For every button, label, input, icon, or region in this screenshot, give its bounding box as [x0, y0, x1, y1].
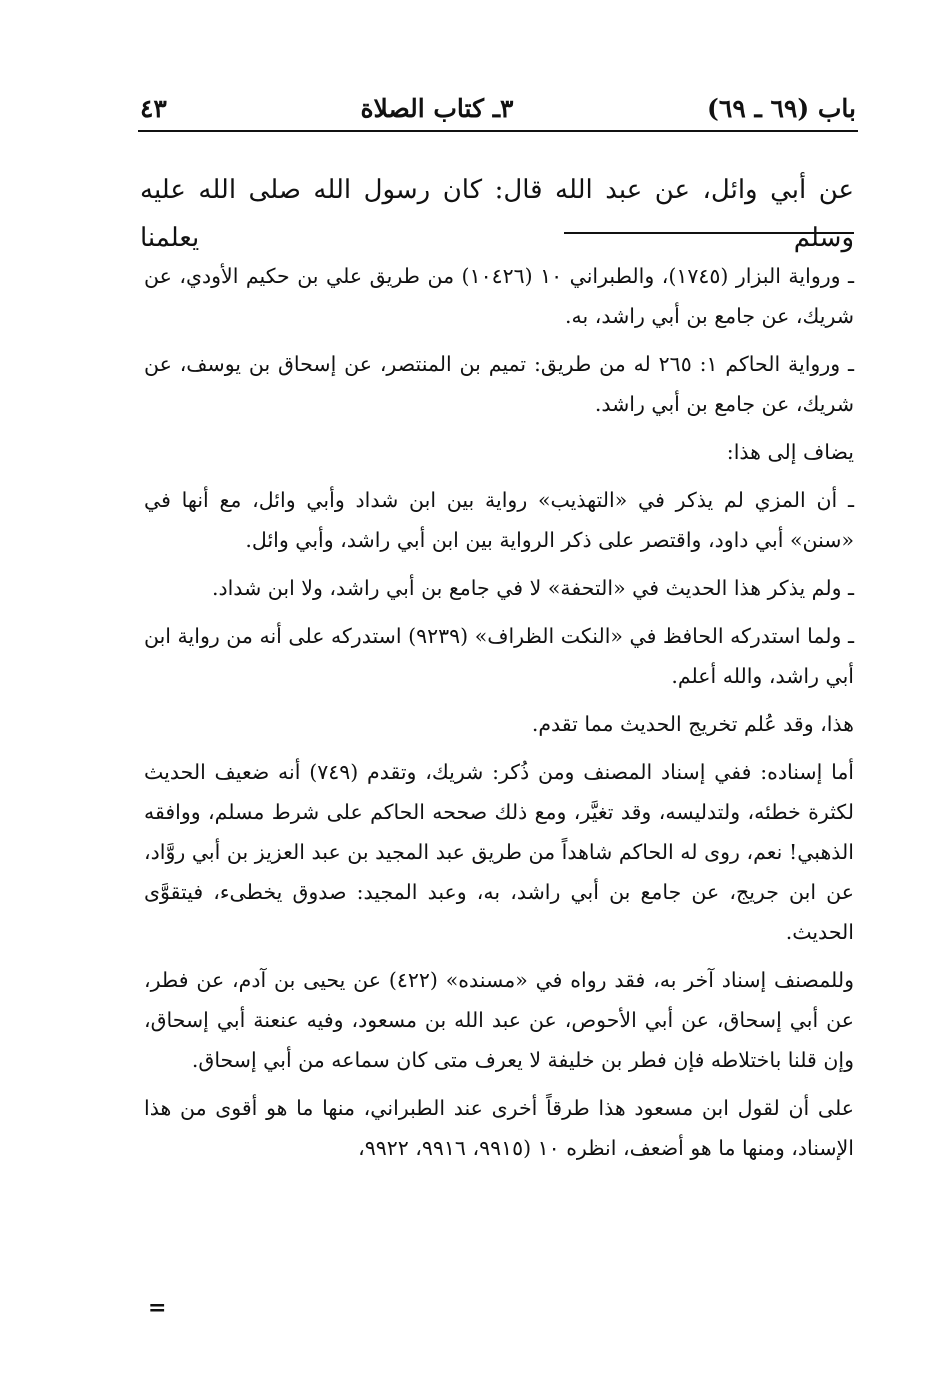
- footnote-paragraph: ـ ولم يذكر هذا الحديث في «التحفة» لا في جامع بن أبي راشد، ولا ابن شداد.: [211, 576, 854, 600]
- running-header: [140, 88, 856, 128]
- footnote-paragraph: وللمصنف إسناد آخر به، فقد رواه في «مسنده» (٤٢٢) عن يحيى بن آدم، عن فطر، عن أبي إسحاق، عن أبي الأحوص، عن عبد الله بن مسعود، وفيه عنعنة أبي إسحاق، وإن قلنا باختلاطه فإن فطر بن خليفة لا يعرف متى كان سماعه من أبي إسحاق.: [144, 968, 854, 1072]
- footnote-paragraph: على أن لقول ابن مسعود هذا طرقاً أخرى عند الطبراني، منها ما هو أقوى من هذا الإسناد، ومنها ما هو أضعف، انظره ١٠ (٩٩١٥، ٩٩١٦، ٩٩٢٢،: [144, 1096, 854, 1160]
- continuation-mark: =: [148, 1295, 167, 1321]
- footnote-paragraph: ـ ولما استدركه الحافظ في «النكت الظراف» (٩٢٣٩) استدركه على أنه من رواية ابن أبي راشد، والله أعلم.: [144, 624, 854, 688]
- page-number: ٤٣: [140, 93, 167, 123]
- footnotes: [144, 256, 854, 1176]
- footnote-paragraph: هذا، وقد عُلم تخريج الحديث مما تقدم.: [531, 712, 854, 736]
- footnote-divider: [564, 232, 854, 234]
- footnote-paragraph: أما إسناده: ففي إسناد المصنف ومن ذُكر: شريك، وتقدم (٧٤٩) أنه ضعيف الحديث لكثرة خطئه، ولتدليسه، وقد تغيَّر، ومع ذلك صححه الحاكم على شرط مسلم، ووافقه الذهبي! نعم، روى له الحاكم شاهداً من طريق عبد المجيد بن عبد العزيز بن أبي روَّاد، عن ابن جريج، عن جامع بن أبي راشد، به، وعبد المجيد: صدوق يخطىء، فيتقوَّى الحديث.: [144, 760, 855, 944]
- chapter-reference: باب (٦٩ ـ ٦٩): [707, 93, 856, 123]
- header-divider: [138, 130, 858, 132]
- footnote-paragraph: ـ ورواية الحاكم ١: ٢٦٥ له من طريق: تميم بن المنتصر، عن إسحاق بن يوسف، عن شريك، عن جامع بن أبي راشد.: [144, 352, 854, 416]
- book-title: ٣ـ كتاب الصلاة: [360, 93, 514, 123]
- footnote-paragraph: يضاف إلى هذا:: [726, 440, 854, 464]
- footnote-paragraph: ـ ورواية البزار (١٧٤٥)، والطبراني ١٠ (١٠٤٢٦) من طريق علي بن حكيم الأودي، عن شريك، عن جامع بن أبي راشد، به.: [144, 264, 855, 328]
- footnote-paragraph: ـ أن المزي لم يذكر في «التهذيب» رواية بين ابن شداد وأبي وائل، مع أنها في «سنن» أبي داود، واقتصر على ذكر الرواية بين ابن أبي راشد، وأبي وائل.: [144, 488, 854, 552]
- main-text: عن أبي وائل، عن عبد الله قال: كان رسول الله صلى الله عليه وسلم يعلمنا: [140, 175, 854, 253]
